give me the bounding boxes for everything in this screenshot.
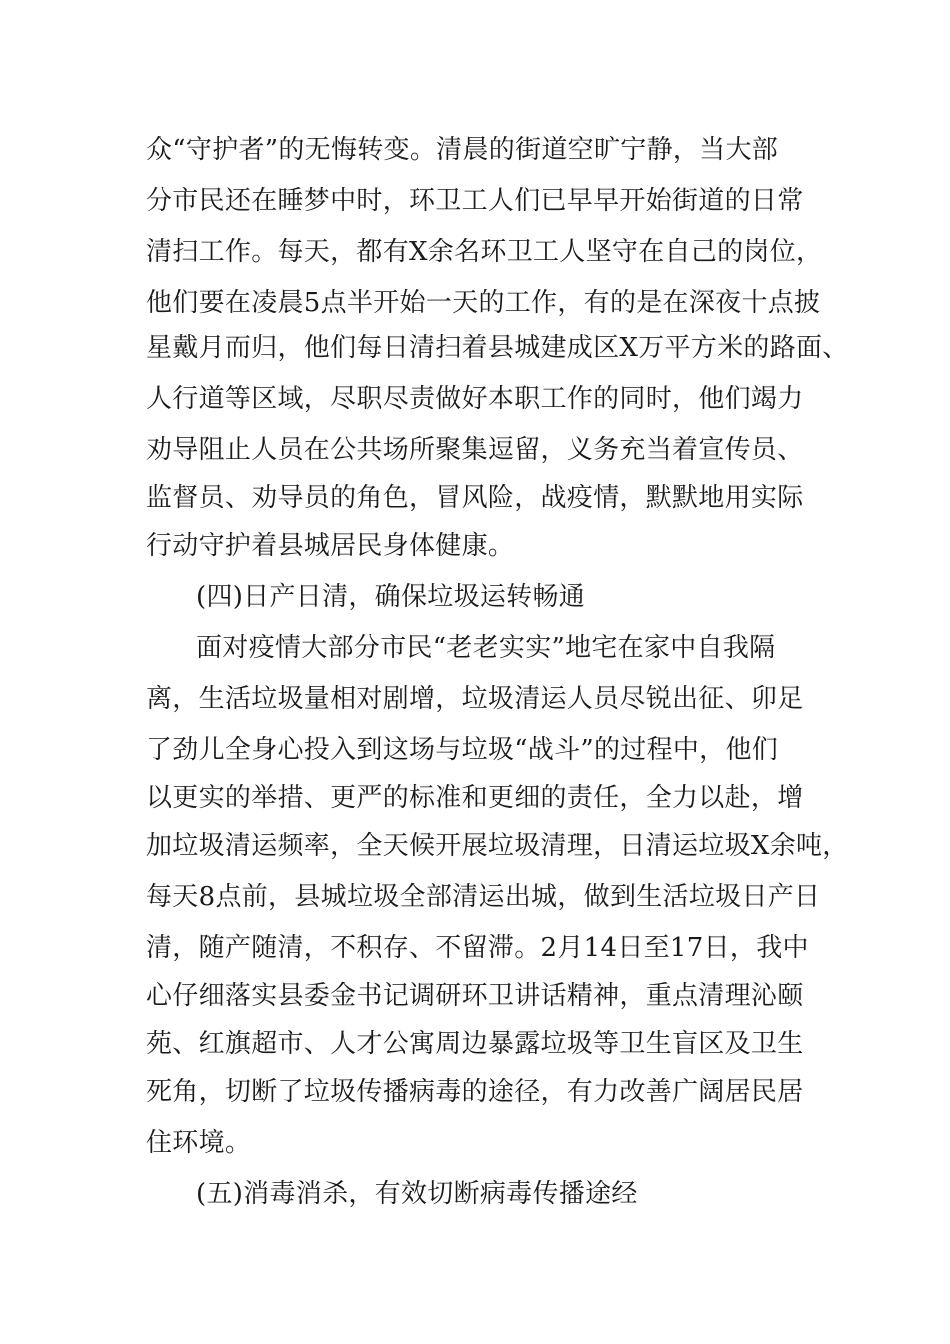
paragraph-1-line-3: 清扫工作。每天，都有X余名环卫工人坚守在自己的岗位， [146,237,823,267]
paragraph-2-line-10: 死角，切断了垃圾传播病毒的途径，有力改善广阔居民居 [146,1077,804,1107]
paragraph-2-line-2: 离，生活垃圾量相对剧增，垃圾清运人员尽锐出征、卯足 [146,684,804,714]
paragraph-2-line-11: 住环境。 [146,1128,252,1158]
paragraph-2-line-3: 了劲儿全身心投入到这场与垃圾“战斗”的过程中，他们 [146,735,779,765]
paragraph-2-line-7: 清，随产随清，不积存、不留滞。2月14日至17日，我中 [146,933,809,963]
paragraph-2-line-1: 面对疫情大部分市民“老老实实”地宅在家中自我隔 [196,633,776,663]
paragraph-1-line-6: 人行道等区域，尽职尽责做好本职工作的同时，他们竭力 [146,384,804,414]
paragraph-2-line-4: 以更实的举措、更严的标准和更细的责任，全力以赴，增 [146,783,804,813]
paragraph-1-line-8: 监督员、劝导员的角色，冒风险，战疫情，默默地用实际 [146,483,804,513]
paragraph-1-line-4: 他们要在凌晨5点半开始一天的工作，有的是在深夜十点披 [146,288,821,318]
paragraph-2-line-9: 苑、红旗超市、人才公寓周边暴露垃圾等卫生盲区及卫生 [146,1029,804,1059]
paragraph-1-line-9: 行动守护着县城居民身体健康。 [146,531,515,561]
section-heading-4: (四)日产日清，确保垃圾运转畅通 [196,582,586,612]
section-heading-5: (五)消毒消杀，有效切断病毒传播途经 [196,1179,638,1209]
paragraph-2-line-6: 每天8点前，县城垃圾全部清运出城，做到生活垃圾日产日 [146,882,821,912]
paragraph-1-line-1: 众“守护者”的无悔转变。清晨的街道空旷宁静，当大部 [146,135,779,165]
paragraph-1-line-2: 分市民还在睡梦中时，环卫工人们已早早开始街道的日常 [146,186,804,216]
paragraph-2-line-8: 心仔细落实县委金书记调研环卫讲话精神，重点清理沁颐 [146,981,804,1011]
paragraph-2-line-5: 加垃圾清运频率，全天候开展垃圾清理，日清运垃圾X余吨， [146,831,849,861]
paragraph-1-line-5: 星戴月而归，他们每日清扫着县城建成区X万平方米的路面、 [146,333,849,363]
paragraph-1-line-7: 劝导阻止人员在公共场所聚集逗留，义务充当着宣传员、 [146,435,804,465]
